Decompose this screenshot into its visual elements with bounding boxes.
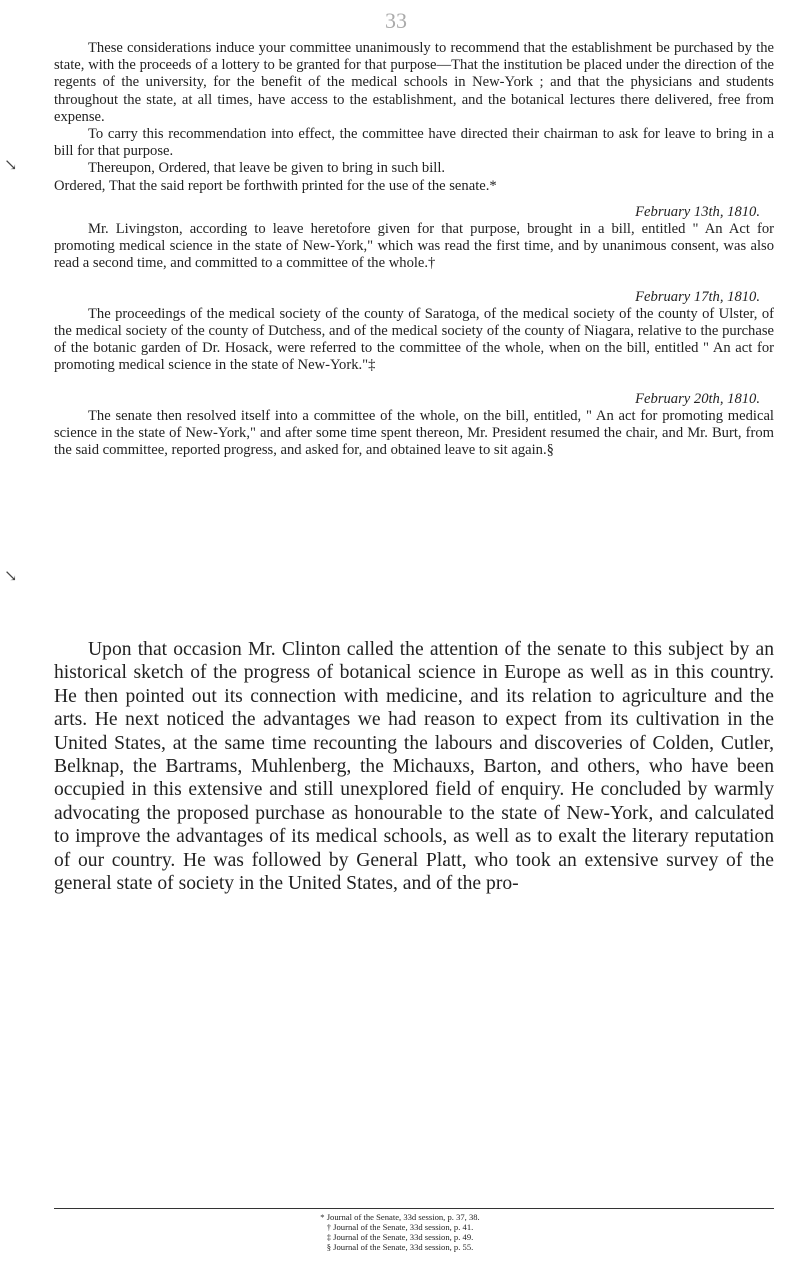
margin-mark: ↘ (4, 568, 18, 585)
footnotes (0, 1212, 800, 1252)
footnote: ‡ Journal of the Senate, 33d session, p. 49. (326, 1232, 474, 1242)
entry-text: The senate then resolved itself into a committee of the whole, on the bill, entitled, " An act for promoting medical science in the state of New-York," and after some time spent thereon, Mr. President resumed the chair, and Mr. Burt, from the said committee, reported progress, and asked for, and obtained leave to sit again.§ (54, 407, 774, 459)
page-number: 33 (385, 8, 407, 33)
paragraph: Ordered, That the said report be forthwith printed for the use of the senate.* (54, 177, 497, 194)
paragraph: To carry this recommendation into effect, the committee have directed their chairman to ask for leave to bring in a bill for that purpose. (54, 126, 774, 160)
entry-date: February 20th, 1810. (635, 390, 760, 407)
footnote: * Journal of the Senate, 33d session, p. 37, 38. (320, 1212, 480, 1222)
margin-mark: ↘ (4, 157, 18, 174)
large-paragraph: Upon that occasion Mr. Clinton called the attention of the senate to this subject by an historical sketch of the progress of botanical science in Europe as well as in this country. He then pointed out its connection with medicine, and its relation to agriculture and the arts. He next noticed the advantages we had reason to expect from its cultivation in the United States, at the same time recounting the labours and discoveries of Colden, Cutler, Belknap, the Bartrams, Muhlenberg, the Michauxs, Barton, and others, who have been occupied in this extensive and still unexplored field of enquiry. He concluded by warmly advocating the proposed purchase as honourable to the state of New-York, and calculated to improve the advantages of its medical schools, as well as to exalt the literary reputation of our country. He was followed by General Platt, who took an extensive survey of the general state of society in the United States, and of the pro- (54, 639, 774, 895)
footnote-divider (54, 1208, 774, 1209)
entry-date: February 17th, 1810. (635, 288, 760, 305)
footnote: † Journal of the Senate, 33d session, p. 41. (326, 1222, 474, 1232)
upper-text-block (54, 40, 774, 459)
paragraph: These considerations induce your committee unanimously to recommend that the establishment be purchased by the state, with the proceeds of a lottery to be granted for that purpose—That the institution be placed under the direction of the regents of the university, for the benefit of the medical schools in New-York ; and that the physicians and students throughout the state, at all times, have access to the establishment, and the botanical lectures there delivered, free from expense. (54, 40, 774, 125)
paragraph: Thereupon, Ordered, that leave be given to bring in such bill. (88, 160, 446, 177)
main-paragraph-block (54, 638, 774, 895)
entry-date: February 13th, 1810. (635, 203, 760, 220)
entry-text: Mr. Livingston, according to leave heretofore given for that purpose, brought in a bill, entitled " An Act for promoting medical science in the state of New-York," which was read the first time, and by unanimous consent, was also read a second time, and committed to a committee of the whole.† (54, 221, 774, 272)
entry-text: The proceedings of the medical society of the county of Saratoga, of the medical society of the county of Ulster, of the medical society of the county of Dutchess, and of the medical society of the county of Niagara, relative to the purchase of the botanic garden of Dr. Hosack, were referred to the committee of the whole, when on the bill, entitled " An act for promoting medical science in the state of New-York."‡ (54, 305, 774, 374)
footnote: § Journal of the Senate, 33d session, p. 55. (326, 1242, 474, 1252)
